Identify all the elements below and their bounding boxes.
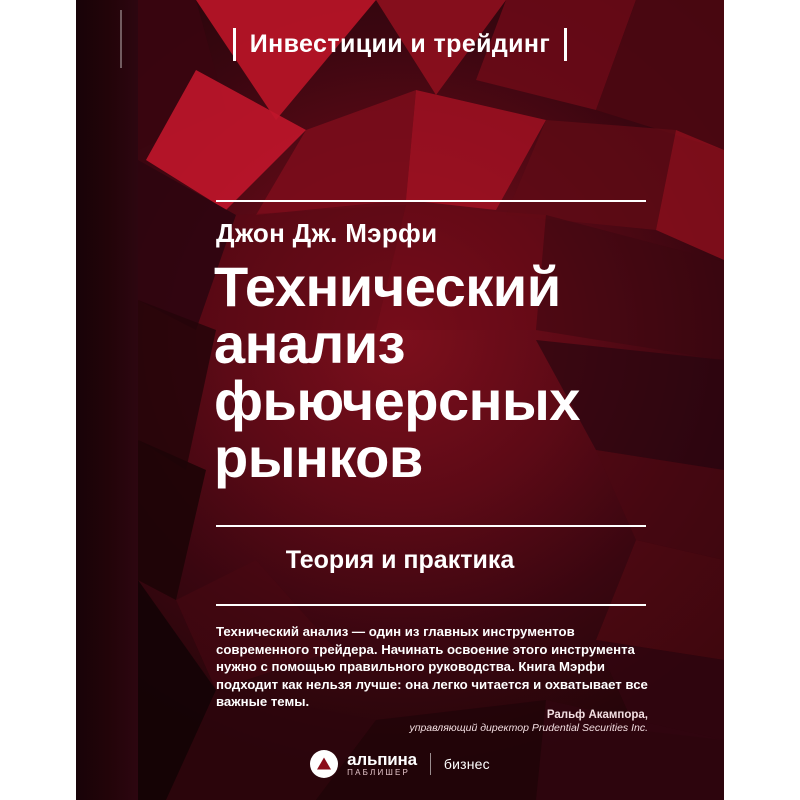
publisher-name-group [347,751,417,776]
divider-bottom [216,604,646,606]
endorsement-paragraph: Технический анализ — один из главных инструментов современного трейдера. Начинать освоение этого инструмента нужно с помощью правильного руководства. Книга Мэрфи подходит как нельзя лучше: она легко читается и охватывает все важные темы. [216,624,648,710]
publisher-imprint-tag: бизнес [443,756,490,772]
title-line-2: анализ [214,312,405,376]
book-cover [76,0,724,800]
series-band [76,28,724,61]
author-name: Джон Дж. Мэрфи [216,218,438,248]
title-line-4: рынков [214,426,423,490]
divider-middle [216,525,646,527]
endorsement-text [216,623,648,711]
publisher-block [76,750,724,778]
left-edge-strip [76,0,138,800]
publisher-divider [430,753,431,775]
publisher-name: альпина [347,750,417,770]
publisher-subname: ПАБЛИШЕР [347,767,411,777]
attribution-name: Ральф Акампора, [546,709,648,721]
series-label: Инвестиции и трейдинг [233,28,568,61]
book-subtitle: Теория и практика [285,546,515,574]
publisher-logo-icon [310,750,338,778]
book-title [214,255,684,490]
endorsement-attribution [216,709,648,734]
attribution-role: управляющий директор Prudential Securities Inc. [409,722,648,734]
divider-top [216,200,646,202]
title-line-3: фьючерсных [214,369,580,433]
title-line-1: Технический [214,255,561,318]
